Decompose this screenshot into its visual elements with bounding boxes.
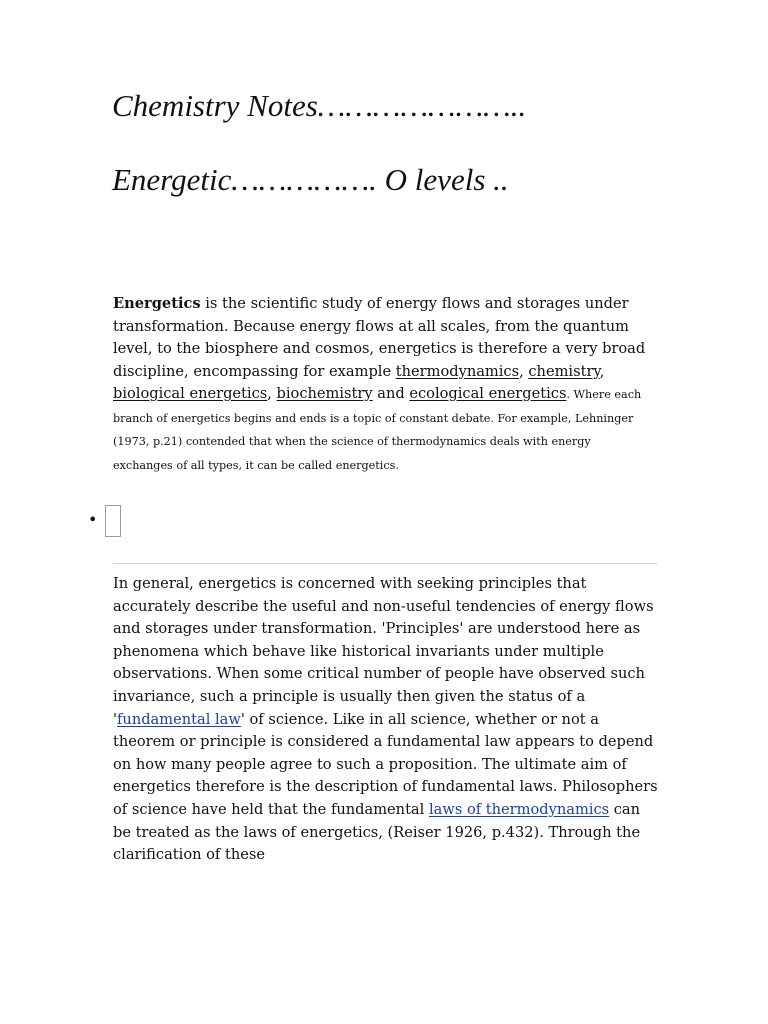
lead-term: Energetics [113, 295, 201, 312]
term-biological-energetics[interactable]: biological energetics [113, 385, 268, 402]
term-ecological-energetics[interactable]: ecological energetics [409, 385, 567, 402]
section-divider [113, 563, 657, 564]
body-text-b: ' of science. Like in all science, whether or not a theorem or principle is considered a fundamental law appears to depend on how many people agree to such a proposition. The ultimate aim of energetics therefore is the description of fundamental laws. Philosophers of science have held that the fundamental [113, 710, 658, 818]
document-title: Chemistry Notes………………….. [112, 88, 527, 123]
missing-image-placeholder [105, 505, 121, 537]
separator: and [372, 385, 410, 402]
intro-text: is the scientific study of energy flows and storages under transformation. Because energy flows at all scales, from the quantum level, to the biosphere and cosmos, energetics is therefore a very broad discipline, encompassing for example [113, 295, 646, 380]
body-text-c: can be treated as the laws of energetics, (Reiser 1926, p.432). Through the clarification of these [113, 800, 641, 864]
term-biochemistry[interactable]: biochemistry [276, 385, 373, 402]
link-laws-of-thermodynamics[interactable]: laws of thermodynamics [428, 800, 610, 818]
intro-paragraph [113, 293, 653, 477]
list-bullet: • [88, 510, 98, 529]
separator: , [519, 362, 529, 380]
separator: , [599, 362, 605, 380]
term-chemistry[interactable]: chemistry [528, 362, 600, 380]
intro-small-text: . Where each branch of energetics begins and ends is a topic of constant debate. For example, Lehninger (1973, p.21) contended that when the science of thermodynamics deals with energy exchanges of all types, it can be called energetics. [113, 388, 642, 472]
document-subtitle: Energetic……………. O levels .. [112, 162, 509, 197]
body-text-a: In general, energetics is concerned with seeking principles that accurately describe the useful and non-useful tendencies of energy flows and storages under transformation. 'Principles' are understood here as phenomena which behave like historical invariants under multiple observations. When some critical number of people have observed such invariance, such a principle is usually then given the status of a ' [113, 575, 654, 728]
separator: , [267, 385, 277, 402]
term-thermodynamics[interactable]: thermodynamics [395, 362, 520, 380]
link-fundamental-law[interactable]: fundamental law [117, 710, 241, 728]
body-paragraph [113, 573, 658, 867]
